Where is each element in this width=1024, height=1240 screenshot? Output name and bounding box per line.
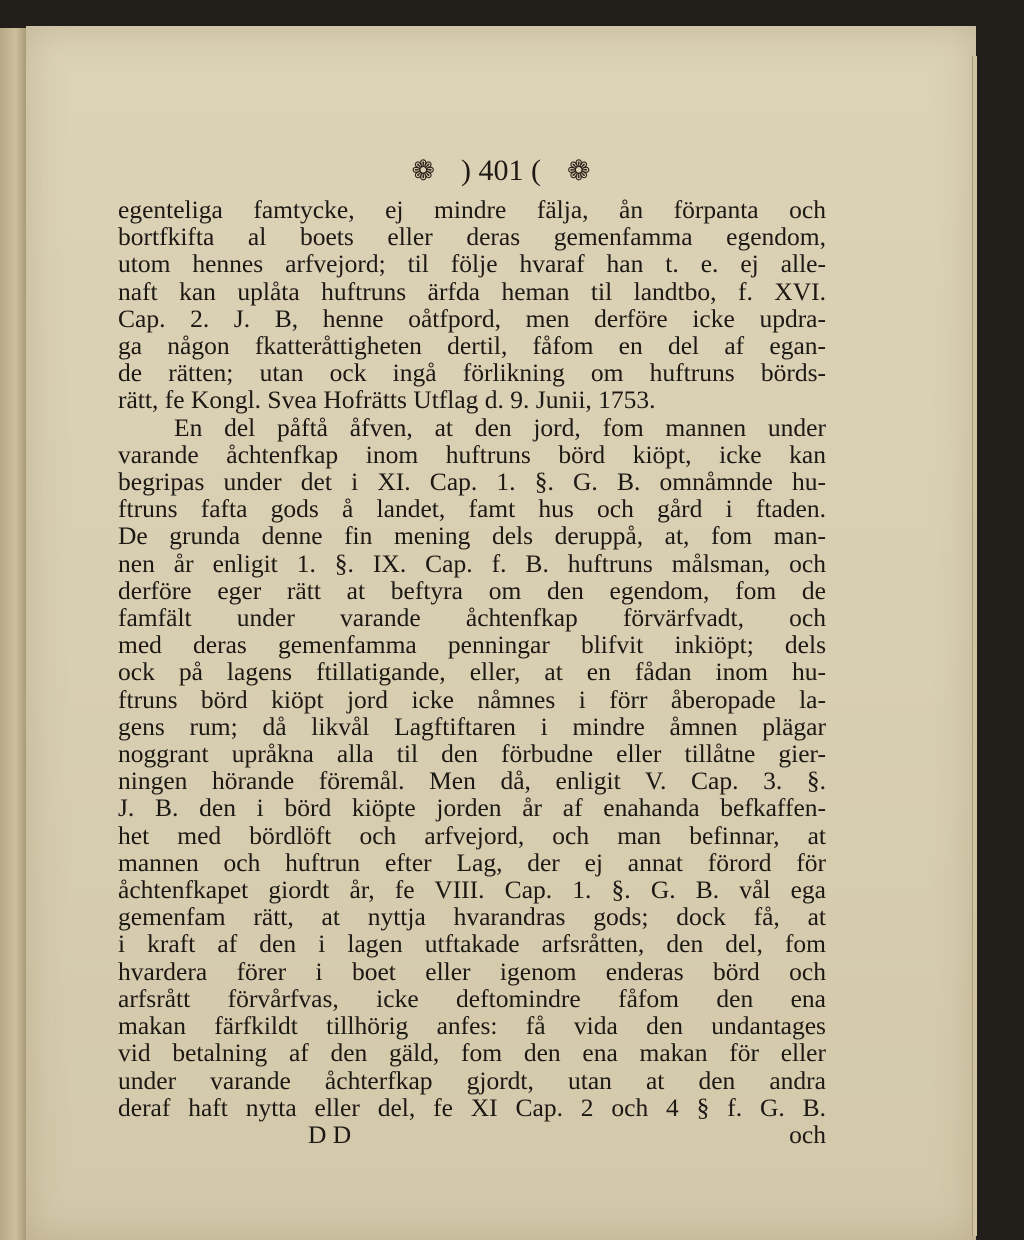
catchword: och (789, 1119, 826, 1149)
text-line: hvardera förer i boet eller igenom enderas börd och (118, 956, 826, 986)
text-line: deraf haft nytta eller del, fe XI Cap. 2 och 4 § f. G. B. (118, 1092, 826, 1122)
text-line: ningen hörande föremål. Men då, enligit V. Cap. 3. §. (118, 766, 826, 796)
body-text (118, 196, 826, 1148)
facing-page-edge (0, 28, 26, 1240)
text-line: egenteliga famtycke, ej mindre fälja, ån förpanta och (118, 195, 826, 224)
text-line: med deras gemenfamma penningar blifvit inkiöpt; dels (118, 630, 826, 660)
text-line: J. B. den i börd kiöpte jorden år af enahanda befkaffen- (118, 793, 826, 823)
text-line: i kraft af den i lagen utftakade arfsråtten, den del, fom (118, 929, 826, 959)
text-line: gens rum; då likvål Lagftiftaren i mindre åmnen plägar (118, 711, 826, 741)
text-line: nen år enligit 1. §. IX. Cap. f. B. huftruns målsman, och (118, 548, 826, 578)
text-line: gemenfam rätt, at nyttja hvarandras gods; dock få, at (118, 902, 826, 932)
page-edge-stack (972, 56, 977, 1236)
text-line: ftruns börd kiöpt jord icke nåmnes i förr åberopade la- (118, 684, 826, 714)
text-line: Cap. 2. J. B, henne oåtfpord, men derföre icke updra- (118, 303, 826, 333)
text-line: De grunda denne fin mening dels deruppå, at, fom man- (118, 521, 826, 551)
text-line: En del påftå åfven, at den jord, fom mannen under (174, 412, 826, 442)
running-head (26, 154, 976, 188)
text-line: het med bördlöft och arfvejord, och man befinnar, at (118, 820, 826, 850)
text-line: åchtenfkapet giordt år, fe VIII. Cap. 1. §. G. B. vål ega (118, 875, 826, 905)
text-line: derföre eger rätt at beftyra om den egendom, fom de (118, 575, 826, 605)
text-line: ga någon fkatteråttigheten dertil, fåfom en del af egan- (118, 331, 826, 361)
text-line: begripas under det i XI. Cap. 1. §. G. B. omnåmnde hu- (118, 467, 826, 497)
text-line: bortfkifta al boets eller deras gemenfamma egendom, (118, 222, 826, 252)
text-line: arfsrått förvårfvas, icke deftomindre fåfom den ena (118, 983, 826, 1013)
signature-mark: D D (308, 1119, 352, 1149)
text-line: ftruns fafta gods å landet, famt hus och gård i ftaden. (118, 494, 826, 524)
text-line: rätt, fe Kongl. Svea Hofrätts Utflag d. 9. Junii, 1753. (118, 385, 656, 415)
text-line: varande åchtenfkap inom huftruns börd kiöpt, icke kan (118, 439, 826, 469)
ornament-right-icon: ❁ (566, 156, 591, 187)
text-line: naft kan uplåta huftruns ärfda heman til landtbo, f. XVI. (118, 276, 826, 306)
text-line: noggrant upråkna alla til den förbudne eller tillåtne gier- (118, 739, 826, 769)
page-footer (118, 1121, 826, 1148)
text-line: makan färfkildt tillhörig anfes: få vida den undantages (118, 1011, 826, 1041)
text-line: vid betalning af den gäld, fom den ena makan för eller (118, 1038, 826, 1068)
text-line: ock på lagens ftillatigande, eller, at en fådan inom hu- (118, 657, 826, 687)
book-page (26, 26, 976, 1240)
text-line: de rätten; utan ock ingå förlikning om huftruns börds- (118, 358, 826, 388)
text-line: famfält under varande åchtenfkap förvärfvadt, och (118, 603, 826, 633)
text-line: utom hennes arfvejord; til följe hvaraf han t. e. ej alle- (118, 249, 826, 279)
ornament-left-icon: ❁ (411, 156, 435, 187)
text-line: mannen och huftrun efter Lag, der ej annat förord för (118, 847, 826, 877)
text-line: under varande åchterfkap gjordt, utan at den andra (118, 1065, 826, 1095)
page-number: ) 401 ( (461, 154, 541, 187)
